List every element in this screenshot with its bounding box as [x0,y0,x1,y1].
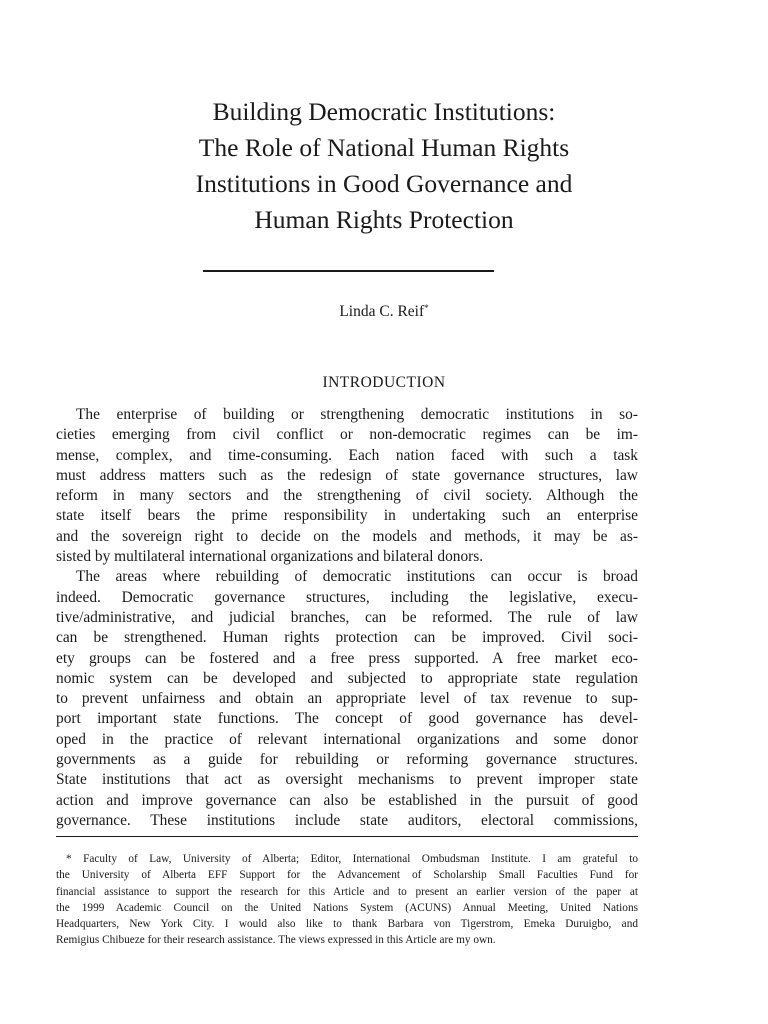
footnote-divider [56,836,638,837]
author-line [0,302,768,322]
body-line: indeed. Democratic governance structures, including the legislative, execu- [56,588,638,606]
body-line: The areas where rebuilding of democratic institutions can occur is broad [76,568,638,586]
section-heading: INTRODUCTION [322,374,446,391]
article-title [60,94,708,238]
footnote-line: * Faculty of Law, University of Alberta; Editor, International Ombudsman Institute. I am grateful to [66,853,638,865]
body-line: nomic system can be developed and subjected to appropriate state regulation [56,669,638,687]
footnote-line: Remigius Chibueze for their research assistance. The views expressed in this Article are my own. [56,934,496,947]
body-line: governance. These institutions include state auditors, electoral commissions, [56,811,638,829]
footnote-line: financial assistance to support the research for this Article and to present an earlier version of the paper at [56,885,638,898]
body-line: tive/administrative, and judicial branches, can be reformed. The rule of law [56,608,638,626]
footnote-line: the 1999 Academic Council on the United Nations System (ACUNS) Annual Meeting, United Nations [56,901,638,914]
body-line: state itself bears the prime responsibility in undertaking such an enterprise [56,507,638,525]
title-line-3: Institutions in Good Governance and [195,169,573,198]
title-line-4: Human Rights Protection [254,205,514,234]
body-line: governments as a guide for rebuilding or reforming governance structures. [56,751,638,769]
author-footnote-mark: * [424,303,429,313]
body-line: oped in the practice of relevant international organizations and some donor [56,730,638,748]
author-name: Linda C. Reif [339,303,425,320]
body-line: ety groups can be fostered and a free press supported. A free market eco- [56,649,638,667]
body-line: and the sovereign right to decide on the models and methods, it may be as- [56,527,638,545]
footnote-line: the University of Alberta EFF Support for the Advancement of Scholarship Small Faculties Fund for [56,869,638,882]
body-line: must address matters such as the redesign of state governance structures, law [56,466,638,484]
body-line: action and improve governance can also be established in the pursuit of good [56,791,638,809]
footnote [56,851,638,949]
body-line: sisted by multilateral international organizations and bilateral donors. [56,548,484,566]
body-text [56,405,638,831]
body-line: State institutions that act as oversight mechanisms to prevent improper state [56,771,638,789]
title-line-1: Building Democratic Institutions: [212,97,556,126]
body-line: cieties emerging from civil conflict or non-democratic regimes can be im- [56,426,638,444]
body-line: to prevent unfairness and obtain an appropriate level of tax revenue to sup- [56,690,638,708]
body-line: The enterprise of building or strengthening democratic institutions in so- [76,406,638,423]
footnote-line: Headquarters, New York City. I would also like to thank Barbara von Tigerstrom, Emeka Duruigbo, and [56,918,638,931]
body-line: mense, complex, and time-consuming. Each nation faced with such a task [56,446,638,464]
body-line: can be strengthened. Human rights protection can be improved. Civil soci- [56,629,638,647]
title-divider [203,270,494,272]
body-line: port important state functions. The concept of good governance has devel- [56,710,638,728]
title-line-2: The Role of National Human Rights [198,133,570,162]
body-line: reform in many sectors and the strengthening of civil society. Although the [56,487,638,505]
